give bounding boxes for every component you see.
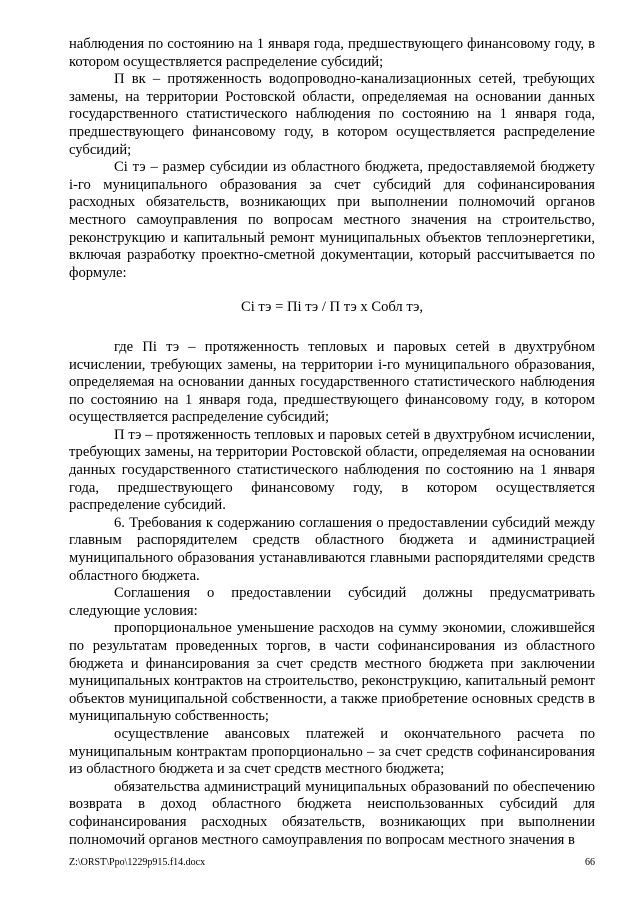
footer-file-path: Z:\ORST\Ppo\1229p915.f14.docx	[69, 857, 206, 868]
paragraph-section-6: 6. Требования к содержанию соглашения о предоставлении субсидий между главным распорядителем средств областного бюджета и администрацией муниципального образования устанавливаются главными распорядителями средств областного бюджета.	[69, 514, 595, 584]
formula: Сi тэ = Пi тэ / П тэ х Собл тэ,	[240, 299, 424, 316]
paragraph-p-te-definition: П тэ – протяженность тепловых и паровых сетей в двухтрубном исчислении, требующих замены, на территории Ростовской области, определяемая на основании данных государственного статистического наблюдения по состоянию на 1 января года, предшествующего финансовому году, в котором осуществляется распределение субсидий.	[69, 426, 595, 514]
document-body	[69, 36, 595, 849]
paragraph-pi-te-definition: где Пi тэ – протяженность тепловых и паровых сетей в двухтрубном исчислении, требующих замены, на территории i-го муниципального образования, определяемая на основании данных государственного статистического наблюдения по состоянию на 1 января года, предшествующего финансовому году, в котором осуществляется распределение субсидий;	[69, 338, 595, 426]
paragraph-continuation: наблюдения по состоянию на 1 января года, предшествующего финансовому году, в котором осуществляется распределение субсидий;	[69, 36, 595, 70]
paragraph-advance-payments: осуществление авансовых платежей и окончательного расчета по муниципальным контрактам пропорционально – за счет средств софинансирования из областного бюджета и за счет средств местного бюджета;	[69, 725, 595, 778]
page-footer	[69, 856, 595, 870]
paragraph-proportional-reduction: пропорциональное уменьшение расходов на сумму экономии, сложившейся по результатам проведенных торгов, в части софинансирования из областного бюджета и финансирования за счет средств местного бюджета при заключении муниципальных контрактов на строительство, реконструкцию, капитальный ремонт объектов муниципальной собственности, а также приобретение основных средств в муниципальную собственность;	[69, 620, 595, 725]
paragraph-p-vk-definition: П вк – протяженность водопроводно-канализационных сетей, требующих замены, на территории Ростовской области, определяемая на основании данных государственного статистического наблюдения по состоянию на 1 января года, предшествующего финансовому году, в котором осуществляется распределение субсидий;	[69, 71, 595, 158]
paragraph-return-obligations: обязательства администраций муниципальных образований по обеспечению возврата в доход областного бюджета неиспользованных субсидий для софинансирования расходных обязательств, возникающих при выполнении полномочий органов местного самоуправления по вопросам местного значения в	[69, 778, 595, 848]
paragraph-agreement-conditions: Соглашения о предоставлении субсидий должны предусматривать следующие условия:	[69, 585, 595, 619]
paragraph-ci-te-definition: Сi тэ – размер субсидии из областного бюджета, предоставляемой бюджету i-го муниципального образования за счет субсидий для софинансирования расходных обязательств, возникающих при выполнении полномочий органов местного самоуправления по вопросам местного значения на строительство, реконструкцию и капитальный ремонт муниципальных объектов теплоэнергетики, включая разработку проектно-сметной документации, который рассчитывается по формуле:	[69, 159, 595, 281]
page-number: 66	[585, 857, 595, 868]
